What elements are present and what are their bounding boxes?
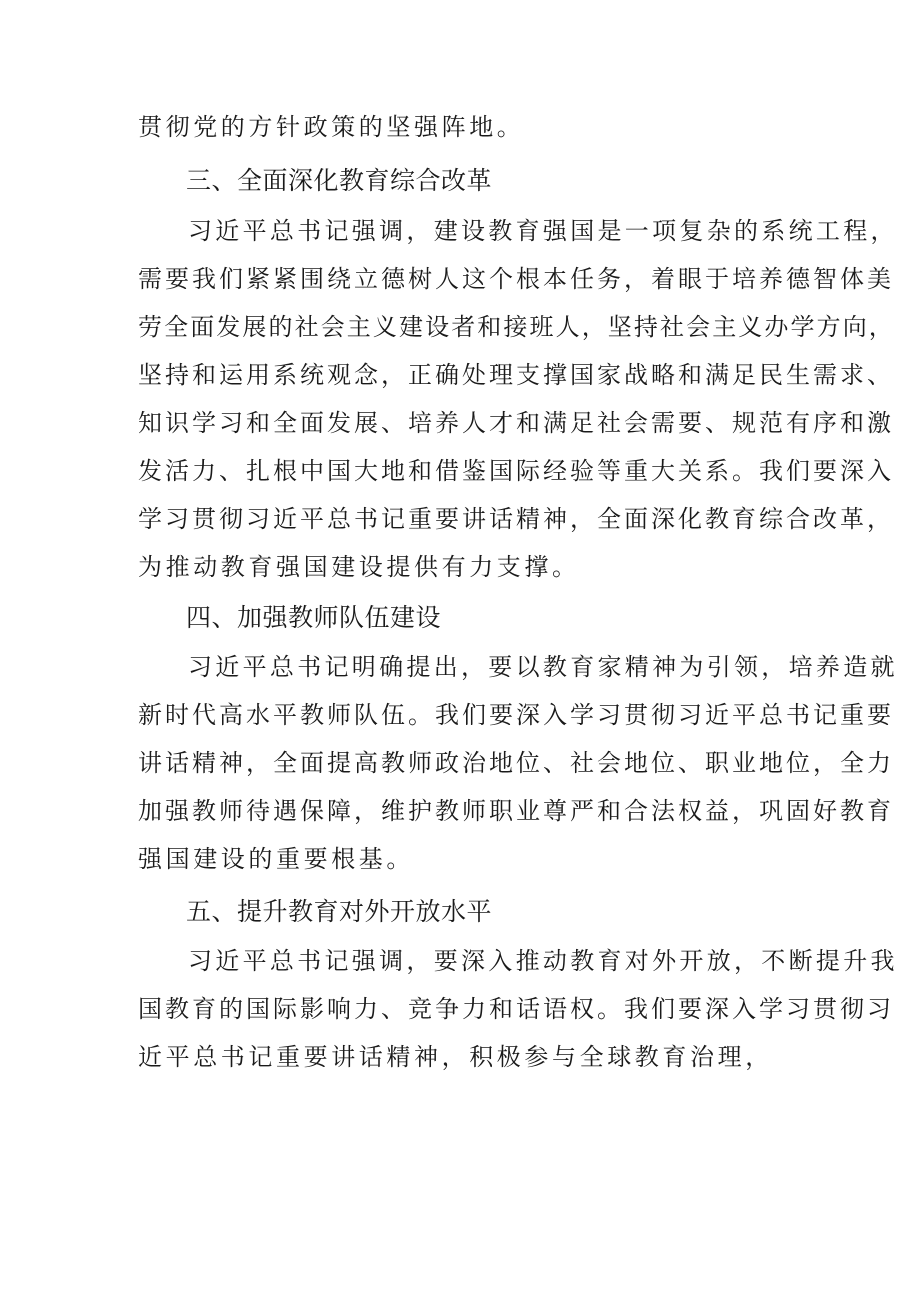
section-heading: 四、加强教师队伍建设 <box>186 603 442 632</box>
body-text-line: 加强教师待遇保障，维护教师职业尊严和合法权益，巩固好教育 <box>138 797 894 825</box>
section-heading: 五、提升教育对外开放水平 <box>186 897 493 926</box>
body-text-line: 习近平总书记强调，要深入推动教育对外开放，不断提升我 <box>188 947 898 975</box>
body-text-line: 习近平总书记强调，建设教育强国是一项复杂的系统工程， <box>188 217 898 245</box>
body-text-line: 讲话精神，全面提高教师政治地位、社会地位、职业地位，全力 <box>138 749 894 777</box>
body-text-line: 新时代高水平教师队伍。我们要深入学习贯彻习近平总书记重要 <box>138 701 894 729</box>
body-text-line: 习近平总书记明确提出，要以教育家精神为引领，培养造就 <box>188 653 898 681</box>
body-text-line: 学习贯彻习近平总书记重要讲话精神，全面深化教育综合改革， <box>138 505 894 533</box>
section-heading: 三、全面深化教育综合改革 <box>186 166 493 195</box>
body-text-line: 强国建设的重要根基。 <box>138 845 414 873</box>
body-text-line: 坚持和运用系统观念，正确处理支撑国家战略和满足民生需求、 <box>138 361 894 389</box>
body-text-line: 国教育的国际影响力、竞争力和话语权。我们要深入学习贯彻习 <box>138 995 894 1023</box>
body-text-line: 近平总书记重要讲话精神，积极参与全球教育治理， <box>138 1043 773 1071</box>
body-text-line: 知识学习和全面发展、培养人才和满足社会需要、规范有序和激 <box>138 409 894 437</box>
body-text-line: 需要我们紧紧围绕立德树人这个根本任务，着眼于培养德智体美 <box>138 265 894 293</box>
body-text-line: 为推动教育强国建设提供有力支撑。 <box>138 553 580 581</box>
body-text-line: 发活力、扎根中国大地和借鉴国际经验等重大关系。我们要深入 <box>138 457 894 485</box>
body-text-line: 贯彻党的方针政策的坚强阵地。 <box>138 113 525 141</box>
body-text-line: 劳全面发展的社会主义建设者和接班人，坚持社会主义办学方向， <box>138 313 895 341</box>
